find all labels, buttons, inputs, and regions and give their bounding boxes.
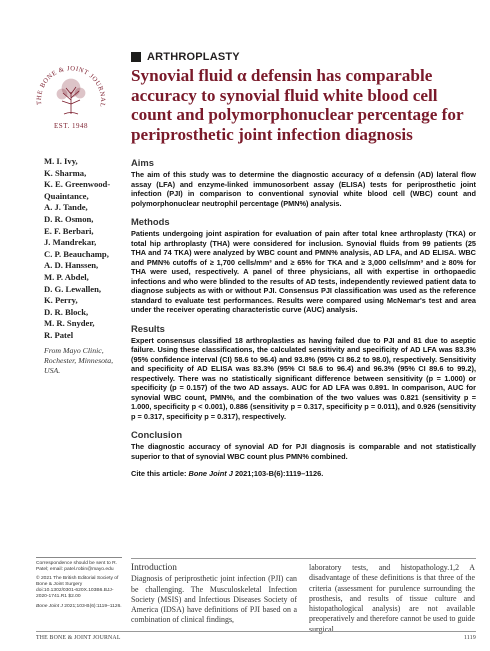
- author-name: K. Perry,: [44, 295, 78, 306]
- journal-logo: [28, 48, 114, 140]
- author-name: K. E. Greenwood-: [44, 179, 111, 190]
- square-bullet-icon: [131, 52, 141, 62]
- aims-heading: Aims: [131, 157, 154, 168]
- journal-ref-detail: 2021;103-B(6):1119–1126.: [64, 603, 122, 609]
- logo-established: EST. 1948: [54, 122, 88, 130]
- copyright-note: © 2021 The British Editorial Society of Bone & Joint Surgery doi:10.1302/0301-620X.103B6.BJJ-2020-1741.R1 $2.00: [36, 576, 119, 600]
- introduction: [131, 558, 476, 635]
- abstract-methods: [131, 216, 476, 315]
- section-tag: [131, 51, 240, 63]
- author-name: E. F. Berbari,: [44, 225, 94, 236]
- article-title: Synovial fluid α defensin has comparable accuracy to synovial fluid white blood cell count and polymorphonuclear percentage for periprosthetic joint infection diagnosis: [131, 66, 464, 144]
- results-text: Expert consensus classified 18 arthroplasties as having failed due to PJI and 81 due to aseptic failure. Using these classifications, the calculated sensitivity and specificity of AD LFA was 83.3% (95% confidence interval (CI) 58.6 to 96.4) and 93.8% (95% CI 86.2 to 98.0), respectively. Sensitivity and specificity of AD ELISA was 83.3% (95% CI 58.6 to 96.4) and 96.3% (95% CI 89.6 to 99.2), respectively. There was no statistically significant difference between sensitivity (p = 1.000) or specificity (p = 0.157) of the two AD assays. AUC for AD LFA was 0.891. In comparison, AUC for synovial WBC count, PMN%, and the combination of the two values was 0.821 (sensitivity p = 1.000, specificity p < 0.001), 0.886 (sensitivity p = 0.317, specificity p = 0.011), and 0.926 (sensitivity p = 0.317, specificity p = 0.317), respectively.: [131, 335, 476, 421]
- conclusion-text: The diagnostic accuracy of synovial AD for PJI diagnosis is comparable and not statistically superior to that of synovial WBC count plus PMN% combined.: [131, 442, 476, 461]
- methods-heading: Methods: [131, 216, 170, 227]
- author-name: M. P. Abdel,: [44, 271, 89, 282]
- author-name: A. J. Tande,: [44, 202, 88, 213]
- abstract: [131, 157, 476, 478]
- conclusion-heading: Conclusion: [131, 429, 183, 440]
- author-name: K. Sharma,: [44, 167, 87, 178]
- author-name: J. Mandrekar,: [44, 237, 97, 248]
- footer-journal: THE BONE & JOINT JOURNAL: [36, 635, 121, 641]
- author-name: D. G. Lewallen,: [44, 283, 102, 294]
- abstract-conclusion: [131, 429, 476, 461]
- intro-text-2: laboratory tests, and histopathology.1,2 A disadvantage of these definitions is that three of the criteria (assessment for purulence surrounding the prosthesis, and results of tissue culture and histopathological analysis) are not available preoperatively and therefore cannot be used to guide surgical: [309, 563, 475, 634]
- author-list: [44, 156, 124, 342]
- author-name: A. D. Hanssen,: [44, 260, 99, 271]
- correspondence-note: Correspondence should be sent to R. Patel; email: patel.robin@mayo.edu: [36, 561, 118, 573]
- results-heading: Results: [131, 322, 165, 334]
- intro-text-1: Diagnosis of periprosthetic joint infection (PJI) can be challenging. The Musculoskeletal Infection Society (MSIS) and Infectious Diseases Society of America (IDSA) have definitions of PJI based on a combination of clinical findings,: [131, 574, 297, 625]
- cite-prefix: Cite this article:: [131, 469, 187, 478]
- logo-arc-text: THE BONE & JOINT JOURNAL: [35, 65, 107, 108]
- cite-journal: Bone Joint J: [188, 469, 233, 478]
- author-name: D. R. Block,: [44, 306, 89, 317]
- journal-ref-title: Bone Joint J: [36, 603, 63, 609]
- author-name: D. R. Osmon,: [44, 213, 94, 224]
- tree-icon: [57, 79, 85, 114]
- aims-text: The aim of this study was to determine the diagnostic accuracy of α defensin (AD) lateral flow assay (LFA) and enzyme-linked immunosorbent assay (ELISA) tests for periprosthetic joint infection (PJI) in comparison to conventional synovial white blood cell (WBC) count and polymorphonuclear neutrophil percentage (PMN%) analysis.: [131, 170, 476, 208]
- affiliation-line: USA.: [44, 366, 61, 375]
- side-notes-divider: [36, 557, 122, 558]
- intro-column-2: [309, 563, 475, 635]
- intro-column-1: [131, 563, 297, 635]
- affiliation-line: Rochester, Minnesota,: [44, 356, 114, 365]
- methods-text: Patients undergoing joint aspiration for evaluation of pain after total knee arthroplasty (TKA) or total hip arthroplasty (THA) were considered for inclusion. Synovial fluids from 99 patients (25 THA and 74 TKA) were analyzed by WBC count and PMN% analysis, AD LFA, and AD ELISA. WBC and PMN% cutoffs of ≥ 1,700 cells/mm³ and ≥ 65% for TKA and ≥ 3,000 cells/mm³ and ≥ 80% for THA were used, respectively. A panel of three physicians, all with expertise in orthopaedic infections and who were blinded to the results of AD tests, independently reviewed patient data to diagnose subjects as with or without PJI. Consensus PJI classification was used as the reference standard to evaluate test performances. Results were compared using McNemar's test and area under the receiver operating characteristic curve (AUC) analysis.: [131, 229, 476, 314]
- affiliation-line: From Mayo Clinic,: [44, 346, 104, 355]
- intro-heading: Introduction: [131, 563, 177, 573]
- cite-ref: 2021;103-B(6):1119–1126.: [234, 469, 324, 478]
- author-name: Quaintance,: [44, 190, 89, 201]
- author-name: M. I. Ivy,: [44, 156, 78, 166]
- author-name: M. R. Snyder,: [44, 318, 95, 329]
- side-notes: [36, 557, 122, 613]
- page-number: 1119: [464, 635, 476, 641]
- affiliation: [44, 346, 124, 376]
- citation: [131, 469, 476, 478]
- section-label: ARTHROPLASTY: [147, 51, 240, 63]
- journal-reference: [36, 604, 122, 610]
- author-name: C. P. Beauchamp,: [44, 248, 109, 259]
- page-footer: [36, 631, 476, 641]
- abstract-results: [131, 323, 476, 422]
- abstract-aims: [131, 157, 476, 208]
- author-name: R. Patel: [44, 329, 74, 340]
